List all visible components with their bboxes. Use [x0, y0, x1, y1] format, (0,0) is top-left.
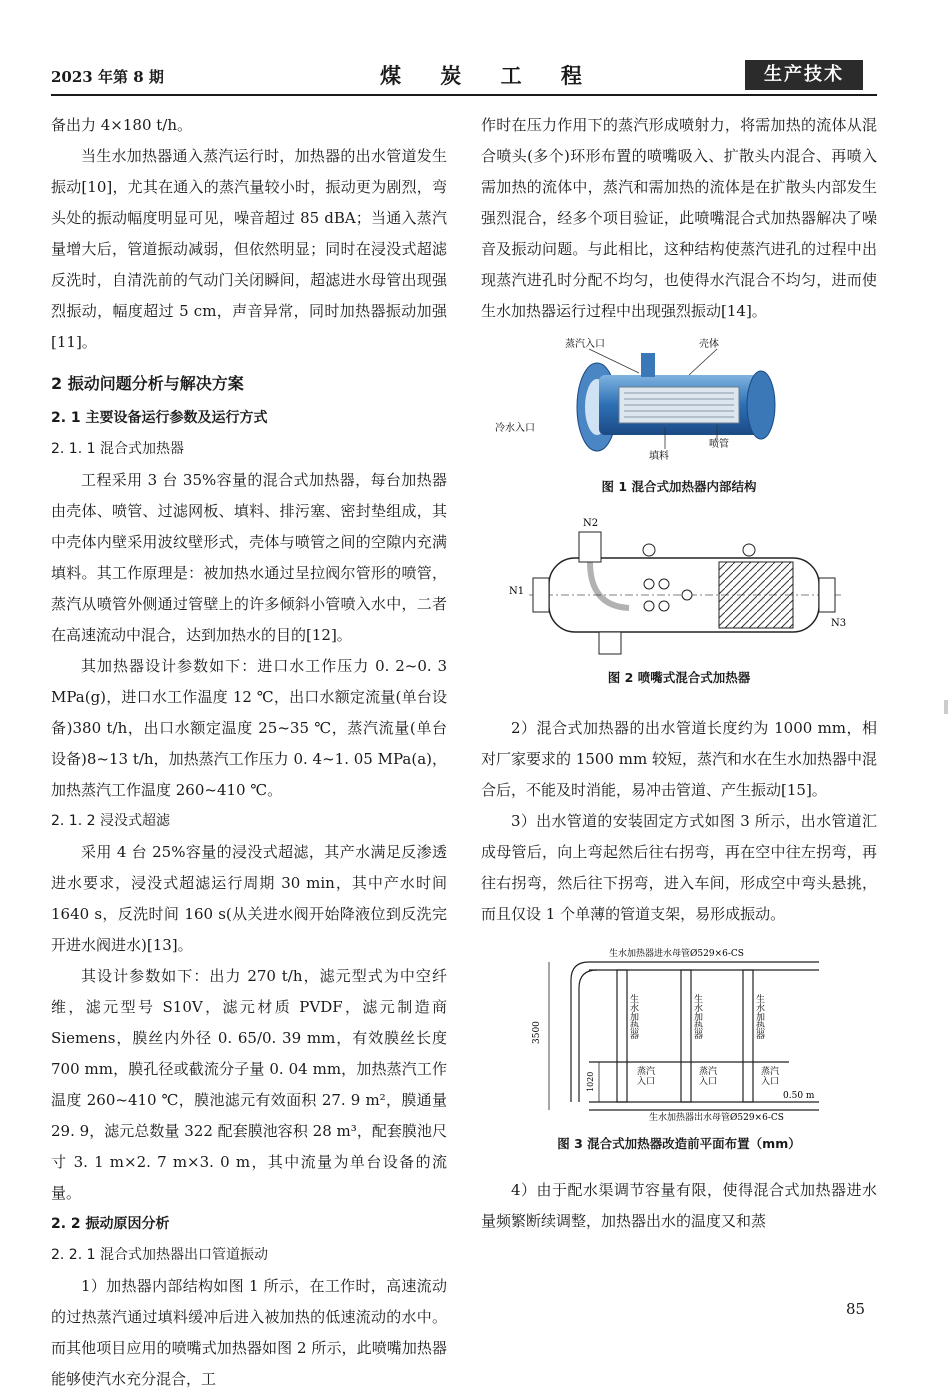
section-badge: 生产技术 [745, 60, 863, 90]
paragraph: 工程采用 3 台 35%容量的混合式加热器，每台加热器由壳体、喷管、过滤网板、填料、排污塞、密封垫组成，其中壳体内壁采用波纹壁形式，壳体与喷管之间的空隙内充满填料。其工作原理是：被加热水通过呈拉阀尔管形的喷管，蒸汽从喷管外侧通过管壁上的许多倾斜小管喷入水中，二者在高速流动中混合，达到加热水的目的[12]。 [51, 471, 447, 644]
subsubsection-heading: 2. 1. 2 浸没式超滤 [51, 813, 170, 829]
subsection-heading: 2. 1 主要设备运行参数及运行方式 [51, 410, 268, 426]
journal-title: 煤 炭 工 程 [380, 64, 598, 88]
fig2-n1-label: N1 [509, 586, 525, 597]
fig1-filler-label: 填料 [649, 451, 669, 462]
fig3-heater-label: 生水加热器 [754, 994, 764, 1039]
right-column [481, 110, 877, 1237]
left-column [51, 110, 447, 1395]
paragraph: 当生水加热器通入蒸汽运行时，加热器的出水管道发生振动[10]，尤其在通入的蒸汽量较小时，振动更为剧烈，弯头处的振动幅度明显可见，噪音超过 85 dBA；当通入蒸汽量增大后，管道振动减弱，但依然明显；同时在浸没式超滤反洗时，自清洗前的气动门关闭瞬间，超滤进水母管出现强烈振动，幅度超过 5 cm，声音异常，同时加热器振动加强[11]。 [51, 147, 447, 351]
paragraph: 其加热器设计参数如下：进口水工作压力 0. 2~0. 3 MPa(g)，进口水工作温度 12 ℃，出口水额定流量(单台设备)380 t/h，出口水额定温度 25~35 ℃，蒸汽流量(单台设备)8~13 t/h，加热蒸汽工作压力 0. 4~1. 05 MPa(a)，加热蒸汽工作温度 260~410 ℃。 [51, 657, 447, 799]
fig3-dim-050: 0.50 m [783, 1091, 815, 1101]
fig3-dim-1020: 1020 [586, 1071, 595, 1092]
subsubsection-heading: 2. 2. 1 混合式加热器出口管道振动 [51, 1247, 268, 1263]
page-number: 85 [846, 1300, 866, 1318]
header-rule [51, 94, 877, 96]
fig1-nozzle-label: 喷管 [709, 439, 729, 450]
fig3-bottom-pipe-label: 生水加热器出水母管Ø529×6-CS [649, 1113, 784, 1123]
fig1-shell-label: 壳体 [699, 339, 719, 350]
fig3-top-pipe-label: 生水加热器进水母管Ø529×6-CS [609, 949, 744, 959]
figure-3-caption: 图 3 混合式加热器改造前平面布置（mm） [557, 1136, 801, 1151]
section-heading: 2 振动问题分析与解决方案 [51, 374, 244, 393]
paragraph: 2）混合式加热器的出水管道长度约为 1000 mm，相对厂家要求的 1500 mm 较短，蒸汽和水在生水加热器中混合后，不能及时消能，易冲击管道、产生振动[15]。 [481, 719, 877, 799]
subsection-heading: 2. 2 振动原因分析 [51, 1216, 170, 1232]
fig3-dim-3500: 3500 [532, 1021, 542, 1044]
fig3-steam-label: 蒸汽 [699, 1067, 718, 1077]
nozzle-heater-drawing [509, 516, 849, 656]
pipe-layout-drawing [529, 942, 829, 1122]
fig3-steam-label: 蒸汽 [761, 1067, 780, 1077]
issue-label: 2023 年第 8 期 [51, 68, 164, 86]
heater-cutaway-illustration [495, 335, 809, 465]
fig1-steam-inlet-label: 蒸汽入口 [565, 339, 605, 350]
paragraph: 其设计参数如下：出力 270 t/h，滤元型式为中空纤维，滤元型号 S10V，滤元材质 PVDF，滤元制造商 Siemens，膜丝内外径 0. 65/0. 39 mm，有效膜丝长度 700 mm，膜孔径或截流分子量 0. 04 mm，加热蒸汽工作温度 260~410 ℃，膜池滤元有效面积 27. 9 m²，膜通量 29. 9，滤元总数量 322 配套膜池容积 28 m³，配套膜池尺寸 3. 1 m×2. 7 m×3. 0 m，其中流量为单台设备的流量。 [51, 967, 447, 1202]
paragraph: 4）由于配水渠调节容量有限，使得混合式加热器进水量频繁断续调整，加热器出水的温度又和蒸 [481, 1181, 877, 1230]
fig2-n3-label: N3 [831, 618, 847, 629]
figure-3 [529, 942, 829, 1122]
paragraph: 作时在压力作用下的蒸汽形成喷射力，将需加热的流体从混合喷头(多个)环形布置的喷嘴吸入、扩散头内混合、再喷入需加热的流体中，蒸汽和需加热的流体是在扩散头内部发生强烈混合，经多个项目验证，此喷嘴混合式加热器解决了噪音及振动问题。与此相比，这种结构使蒸汽进孔的过程中出现蒸汽进孔时分配不均匀，也使得水汽混合不均匀，进而使生水加热器运行过程中出现强烈振动[14]。 [481, 116, 877, 320]
fig3-steam-label: 蒸汽 [637, 1067, 656, 1077]
figure-2-caption: 图 2 喷嘴式混合式加热器 [607, 670, 751, 685]
fig1-cold-water-label: 冷水入口 [495, 423, 535, 434]
fig2-n2-label: N2 [583, 518, 599, 529]
fig3-heater-label: 生水加热器 [628, 994, 638, 1039]
subsubsection-heading: 2. 1. 1 混合式加热器 [51, 441, 184, 457]
fig3-inlet-label: 入口 [637, 1077, 656, 1087]
paragraph: 备出力 4×180 t/h。 [51, 116, 193, 134]
fig3-inlet-label: 入口 [761, 1077, 780, 1087]
figure-1 [495, 335, 809, 465]
scan-edge-mark [944, 700, 948, 714]
figure-2 [509, 516, 849, 656]
fig3-inlet-label: 入口 [699, 1077, 718, 1087]
paragraph: 3）出水管道的安装固定方式如图 3 所示，出水管道汇成母管后，向上弯起然后往右拐弯，再在空中往左拐弯，再往右拐弯，然后往下拐弯，进入车间，形成空中弯头悬挑，而且仅设 1 个单薄的管道支架，易形成振动。 [481, 812, 877, 923]
figure-1-caption: 图 1 混合式加热器内部结构 [601, 479, 757, 494]
paragraph: 采用 4 台 25%容量的浸没式超滤，其产水满足反渗透进水要求，浸没式超滤运行周期 30 min，其中产水时间 1640 s，反洗时间 160 s(从关进水阀开始降液位到反洗完开进水阀进水)[13]。 [51, 843, 447, 954]
paragraph: 1）加热器内部结构如图 1 所示，在工作时，高速流动的过热蒸汽通过填料缓冲后进入被加热的低速流动的水中。而其他项目应用的喷嘴式加热器如图 2 所示，此喷嘴加热器能够使汽水充分混合，工 [51, 1277, 447, 1388]
fig3-heater-label: 生水加热器 [692, 994, 702, 1039]
